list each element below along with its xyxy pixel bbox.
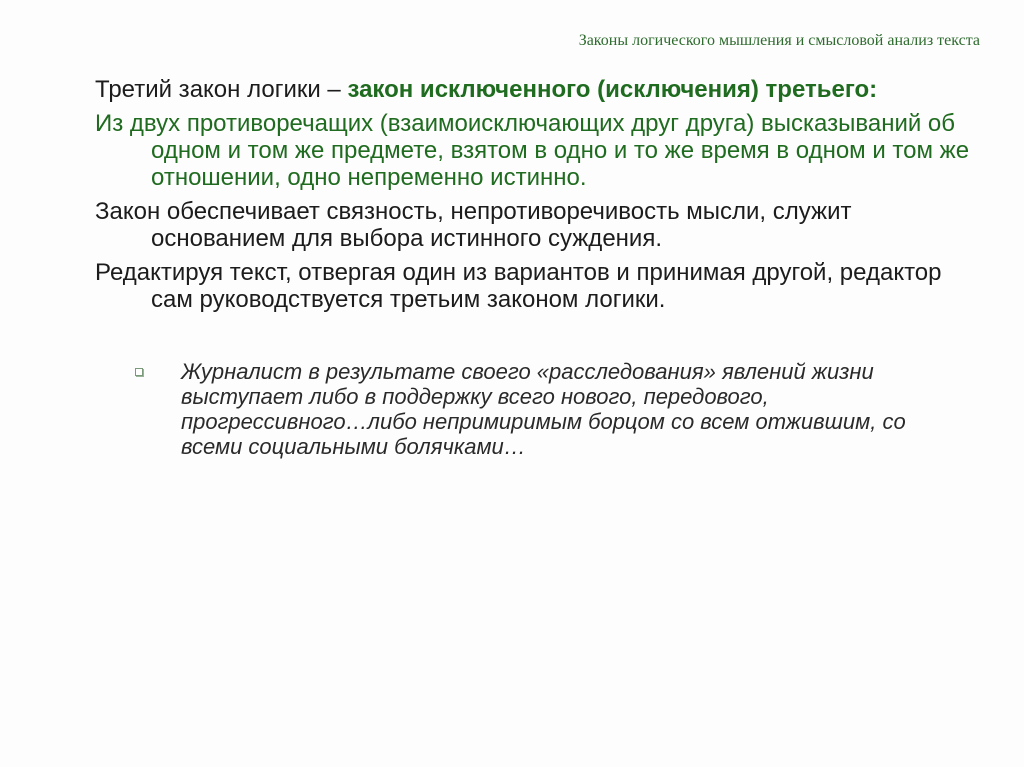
slide-header: Законы логического мышления и смысловой анализ текста — [578, 32, 980, 49]
slide-content — [95, 76, 990, 459]
law-intro: Третий закон логики – — [95, 76, 348, 103]
law-application: Редактируя текст, отвергая один из вариантов и принимая другой, редактор сам руководствуется третьим законом логики. — [95, 259, 942, 313]
example-text: Журналист в результате своего «расследования» явлений жизни выступает либо в поддержку всего нового, передового, прогрессивного…либо непримиримым борцом со всем отжившим, со всеми социальными болячками… — [181, 359, 906, 459]
example-item — [181, 359, 961, 459]
law-title — [95, 76, 990, 103]
law-purpose: Закон обеспечивает связность, непротиворечивость мысли, служит основанием для выбора истинного суждения. — [95, 198, 852, 252]
law-name: закон исключенного (исключения) третьего: — [347, 76, 878, 103]
square-bullet-icon — [135, 368, 143, 376]
law-definition: Из двух противоречащих (взаимоисключающих друг друга) высказываний об одном и том же предмете, взятом в одно и то же время в одном и том же отношении, одно непременно истинно. — [95, 110, 970, 191]
